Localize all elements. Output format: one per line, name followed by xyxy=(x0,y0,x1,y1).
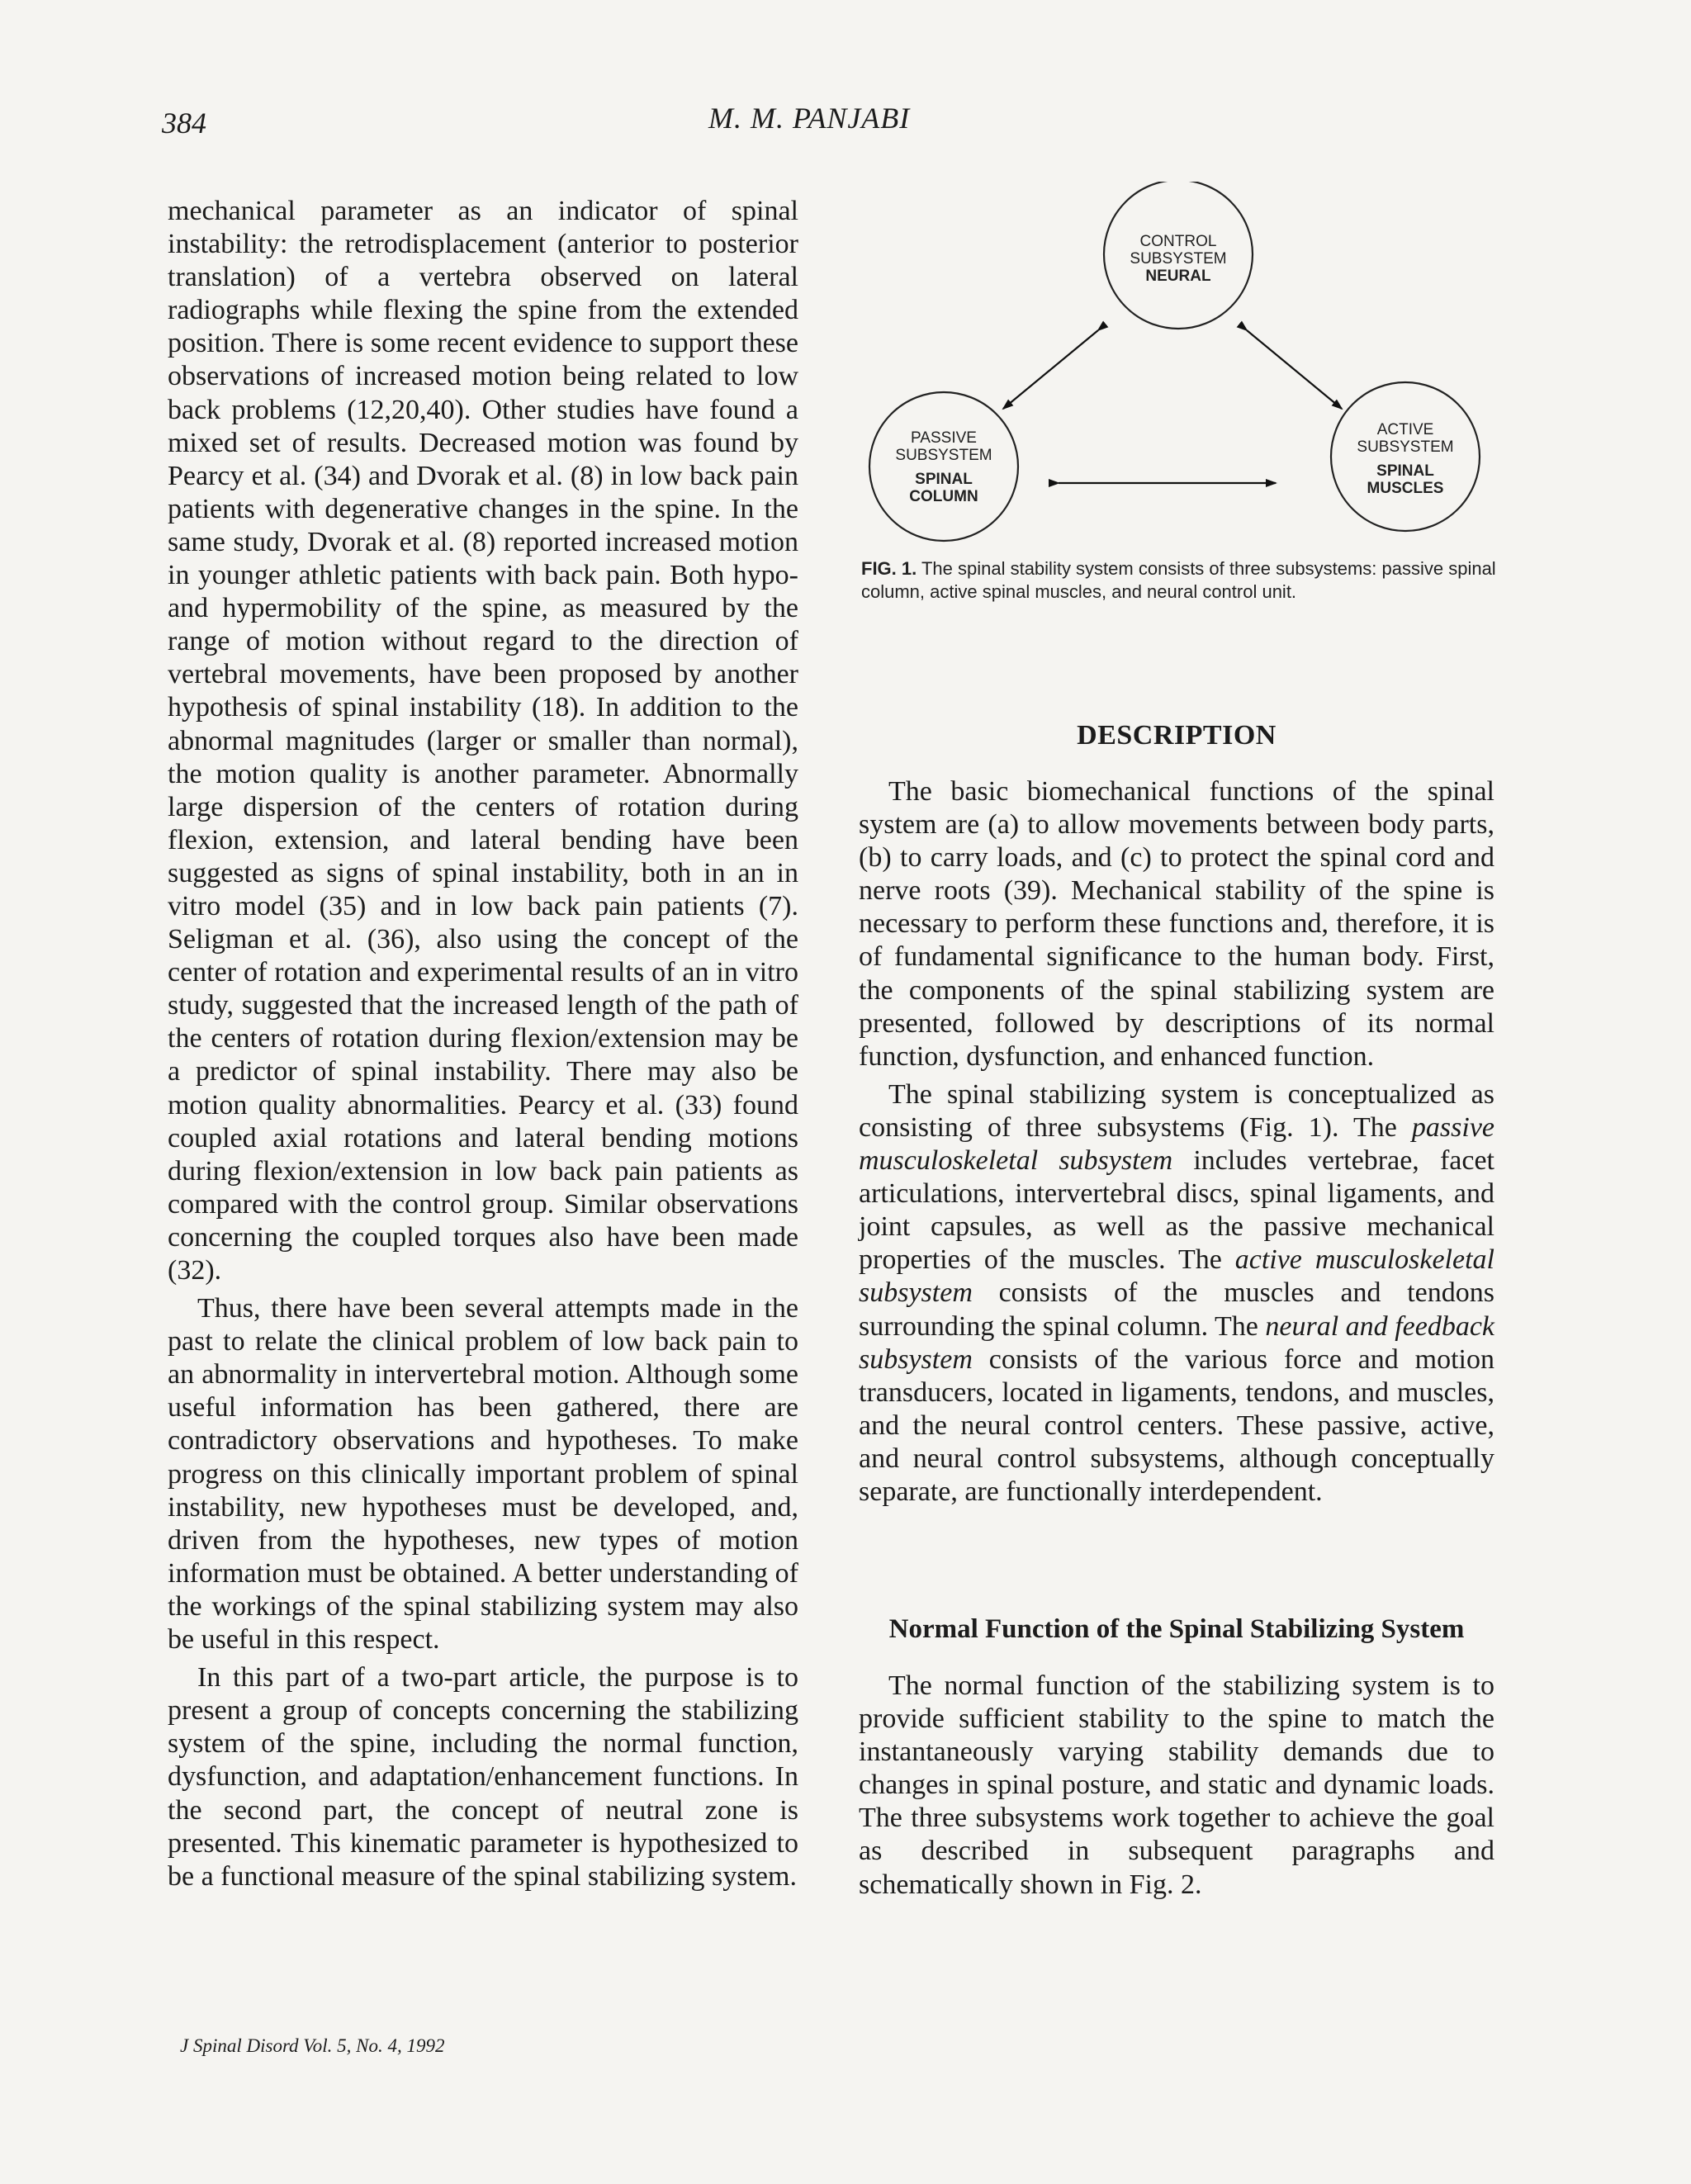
description-heading: DESCRIPTION xyxy=(1077,720,1277,751)
desc-p2-text-4: consists of the various force and motion transducers, located in ligaments, tendons, and muscles, and the neural control centers. These passive, active, and neural control subsystems, although conceptually separate, are functionally interdependent. xyxy=(859,1343,1494,1507)
desc-p2-text-3: consists of the muscles and tendons surrounding the spinal column. The xyxy=(859,1277,1494,1342)
neural-label-line1: CONTROL xyxy=(1139,233,1217,250)
arrow-neural-active xyxy=(1247,330,1342,409)
active-label-line2: SUBSYSTEM xyxy=(1357,438,1454,456)
figure-caption-label: FIG. 1. xyxy=(861,558,917,579)
neural-label-line3: NEURAL xyxy=(1145,268,1211,285)
description-paragraph-2 xyxy=(859,1078,1494,1509)
desc-p2-text-2: includes vertebrae, facet articulations, intervertebral discs, spinal ligaments, and joint capsules, as well as the passive mechanical properties of the muscles. The xyxy=(859,1145,1494,1276)
passive-label-line1: PASSIVE xyxy=(911,429,977,447)
desc-p2-italic-2: active musculoskeletal subsystem xyxy=(859,1244,1494,1309)
figure-caption xyxy=(861,557,1497,604)
left-paragraph-1: mechanical parameter as an indicator of spinal instability: the retrodisplacement (anterior to posterior translation) of a vertebra observed on lateral radiographs while flexing the spine from the extended position. There is some recent evidence to support these observations of increased motion being related to low back problems (12,20,40). Other studies have found a mixed set of results. Decreased motion was found by Pearcy et al. (34) and Dvorak et al. (8) in low back pain patients with degenerative changes in the spine. In the same study, Dvorak et al. (8) reported increased motion in younger athletic patients with back pain. Both hypo- and hypermobility of the spine, as measured by the range of motion without regard to the direction of vertebral movements, have been proposed by another hypothesis of spinal instability (18). In addition to the abnormal magnitudes (larger or smaller than normal), the motion quality is another parameter. Abnormally large dispersion of the centers of rotation during flexion, extension, and lateral bending have been suggested as signs of spinal instability, both in an in vitro model (35) and in low back pain patients (7). Seligman et al. (36), also using the concept of the center of rotation and experimental results of an in vitro study, suggested that the increased length of the path of the centers of rotation during flexion/extension may be a predictor of spinal instability. There may also be motion quality abnormalities. Pearcy et al. (33) found coupled axial rotations and lateral bending motions during flexion/extension in low back pain patients as compared with the control group. Similar observations concerning the coupled torques also have been made (32). xyxy=(168,196,798,1286)
running-head: M. M. PANJABI xyxy=(708,102,911,135)
figure-caption-text: The spinal stability system consists of three subsystems: passive spinal column, active spinal muscles, and neural control unit. xyxy=(861,558,1496,602)
normal-function-heading: Normal Function of the Spinal Stabilizing System xyxy=(888,1614,1465,1644)
left-paragraph-3: In this part of a two-part article, the purpose is to present a group of concepts concerning the stabilizing system of the spine, including the normal function, dysfunction, and adaptation/enhancement functions. In the second part, the concept of neutral zone is presented. This kinematic parameter is hypothesized to be a functional measure of the spinal stabilizing system. xyxy=(168,1662,798,1892)
arrow-neural-passive xyxy=(1003,330,1098,409)
desc-p2-italic-1: passive musculoskeletal subsystem xyxy=(859,1111,1494,1177)
neural-label-line2: SUBSYSTEM xyxy=(1130,250,1227,268)
passive-label-line3: SPINAL xyxy=(915,471,973,488)
page-number: 384 xyxy=(162,107,206,140)
active-label-line1: ACTIVE xyxy=(1376,421,1434,438)
desc-p2-italic-3: neural and feedback subsystem xyxy=(859,1310,1494,1375)
active-label-line3: SPINAL xyxy=(1376,462,1434,480)
passive-label-line4: COLUMN xyxy=(909,488,978,505)
normal-function-paragraph: The normal function of the stabilizing system is to provide sufficient stability to the spine to match the instantaneously varying stability demands due to changes in spinal posture, and static and dynamic loads. The three subsystems work together to achieve the goal as described in subsequent paragraphs and schematically shown in Fig. 2. xyxy=(859,1670,1494,1900)
normal-function-column xyxy=(859,1670,1494,1902)
neural-subsystem-label xyxy=(1104,233,1253,285)
desc-p2-text-1: The spinal stabilizing system is conceptualized as consisting of three subsystems (Fig. 1). The xyxy=(859,1078,1494,1143)
passive-label-line2: SUBSYSTEM xyxy=(895,447,992,464)
left-column xyxy=(168,195,798,1893)
journal-footer: J Spinal Disord Vol. 5, No. 4, 1992 xyxy=(180,2035,445,2056)
active-subsystem-label xyxy=(1331,421,1480,497)
right-column xyxy=(859,775,1494,1509)
left-paragraph-2: Thus, there have been several attempts made in the past to relate the clinical problem of low back pain to an abnormality in intervertebral motion. Although some useful information has been gathered, there are contradictory observations and hypotheses. To make progress on this clinically important problem of spinal instability, new hypotheses must be developed, and, driven from the hypotheses, new types of motion information must be obtained. A better understanding of the workings of the spinal stabilizing system may also be useful in this respect. xyxy=(168,1293,798,1656)
passive-subsystem-label xyxy=(869,429,1018,505)
description-paragraph-1: The basic biomechanical functions of the spinal system are (a) to allow movements between body parts, (b) to carry loads, and (c) to protect the spinal cord and nerve roots (39). Mechanical stability of the spine is necessary to perform these functions and, therefore, it is of fundamental significance to the human body. First, the components of the spinal stabilizing system are presented, followed by descriptions of its normal function, dysfunction, and enhanced function. xyxy=(859,776,1494,1072)
active-label-line4: MUSCLES xyxy=(1367,480,1444,497)
